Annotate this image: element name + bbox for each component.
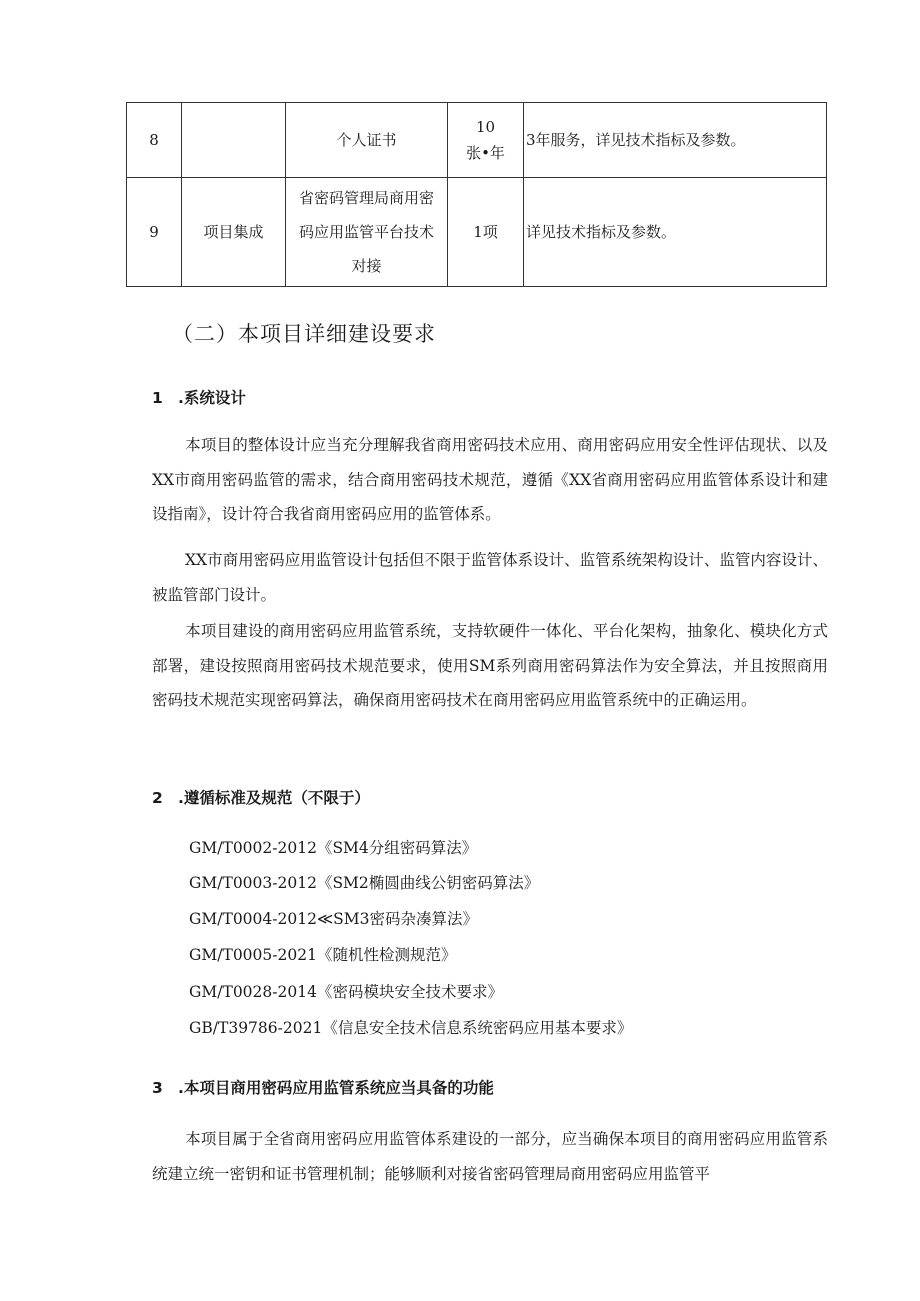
- paragraph: [152, 614, 828, 718]
- row-category: [182, 103, 286, 178]
- subsection-heading-2: [152, 786, 370, 808]
- row-number: 9: [127, 178, 182, 287]
- item-line: 对接: [351, 257, 382, 275]
- quantity-unit: 张•年: [466, 144, 505, 162]
- paragraph-text: 本项目建设的商用密码应用监管系统，支持软硬件一体化、平台化架构，抽象化、模块化方式部署，建设按照商用密码技术规范要求，使用SM系列商用密码算法作为安全算法，并且按照商用密码技术规范实现密码算法，确保商用密码技术在商用密码应用监管系统中的正确运用。: [152, 622, 828, 709]
- heading-text: .本项目商用密码应用监管系统应当具备的功能: [178, 1079, 494, 1097]
- paragraph: [152, 428, 828, 532]
- heading-number: 2: [152, 789, 163, 807]
- standard-item: GM/T0002-2012《SM4分组密码算法》: [189, 839, 478, 857]
- paragraph: [152, 543, 828, 612]
- row-description: 3年服务，详见技术指标及参数。: [524, 103, 827, 178]
- standard-item: GM/T0003-2012《SM2椭圆曲线公钥密码算法》: [189, 874, 540, 892]
- row-category: 项目集成: [182, 178, 286, 287]
- row-description: 详见技术指标及参数。: [524, 178, 827, 287]
- row-quantity: 1项: [448, 178, 524, 287]
- subsection-heading-3: [152, 1076, 494, 1098]
- standard-item: GM/T0004-2012≪SM3密码杂凑算法》: [189, 910, 479, 928]
- standard-item: GM/T0028-2014《密码模块安全技术要求》: [189, 983, 503, 1001]
- row-item: 个人证书: [286, 103, 448, 178]
- standard-item: GM/T0005-2021《随机性检测规范》: [189, 946, 457, 964]
- heading-text: .系统设计: [178, 389, 246, 407]
- section-heading: （二）本项目详细建设要求: [172, 322, 436, 346]
- heading-number: 3: [152, 1079, 163, 1097]
- paragraph-text: 本项目的整体设计应当充分理解我省商用密码技术应用、商用密码应用安全性评估现状、以及XX市商用密码监管的需求，结合商用密码技术规范，遵循《XX省商用密码应用监管体系设计和建设指南》，设计符合我省商用密码应用的监管体系。: [152, 436, 828, 523]
- row-number: 8: [127, 103, 182, 178]
- heading-number: 1: [152, 389, 163, 407]
- table-row: [127, 103, 827, 178]
- row-quantity: [448, 103, 524, 178]
- item-line: 省密码管理局商用密: [298, 189, 434, 207]
- heading-text: .遵循标准及规范（不限于）: [178, 789, 370, 807]
- items-table: [126, 102, 827, 287]
- quantity-value: 10: [475, 118, 496, 136]
- paragraph: [152, 1122, 828, 1191]
- standard-item: GB/T39786-2021《信息安全技术信息系统密码应用基本要求》: [189, 1019, 633, 1037]
- subsection-heading-1: [152, 386, 246, 408]
- row-item: [286, 178, 448, 287]
- item-line: 码应用监管平台技术: [298, 223, 434, 241]
- paragraph-text: 本项目属于全省商用密码应用监管体系建设的一部分，应当确保本项目的商用密码应用监管系统建立统一密钥和证书管理机制；能够顺利对接省密码管理局商用密码应用监管平: [152, 1130, 828, 1183]
- table-row: [127, 178, 827, 287]
- paragraph-text: XX市商用密码应用监管设计包括但不限于监管体系设计、监管系统架构设计、监管内容设计、被监管部门设计。: [152, 551, 828, 604]
